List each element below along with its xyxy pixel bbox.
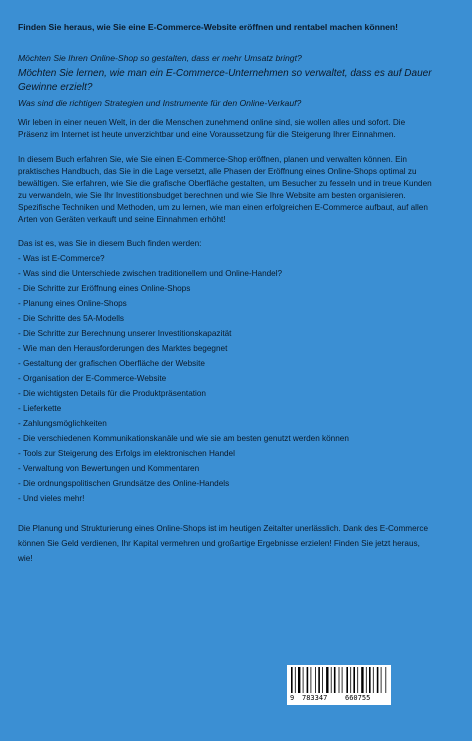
question-2: Möchten Sie lernen, wie man ein E-Commerce-Unternehmen so verwaltet, dass es auf Dauer Gewinne erzielt? xyxy=(18,68,432,93)
barcode-bar xyxy=(291,667,293,693)
isbn-barcode xyxy=(287,665,391,705)
barcode-number xyxy=(287,693,391,703)
barcode-bar xyxy=(326,667,328,693)
barcode-bar xyxy=(318,667,320,693)
barcode-bar xyxy=(298,667,300,693)
list-item: - Was sind die Unterschiede zwischen traditionellem und Online-Handel? xyxy=(18,269,283,278)
list-item: - Lieferkette xyxy=(18,404,62,413)
barcode-bar xyxy=(339,667,340,693)
barcode-bar xyxy=(322,667,323,693)
barcode-bar xyxy=(346,667,348,693)
barcode-bar xyxy=(350,667,351,693)
list-item: - Was ist E-Commerce? xyxy=(18,254,105,263)
list-item: - Wie man den Herausforderungen des Marktes begegnet xyxy=(18,344,228,353)
contents-list xyxy=(18,253,349,508)
list-item: - Organisation der E-Commerce-Website xyxy=(18,374,167,383)
barcode-bars xyxy=(290,667,388,693)
blurb-title: Finden Sie heraus, wie Sie eine E-Commerce-Website eröffnen und rentabel machen können! xyxy=(18,22,398,32)
barcode-bar xyxy=(334,667,336,693)
barcode-bar xyxy=(342,667,343,693)
list-item: - Zahlungsmöglichkeiten xyxy=(18,419,107,428)
barcode-bar xyxy=(311,667,312,693)
list-item: - Und vieles mehr! xyxy=(18,494,85,503)
barcode-bar xyxy=(377,667,379,693)
barcode-bar xyxy=(331,667,332,693)
barcode-bar xyxy=(315,667,316,693)
list-item: - Die verschiedenen Kommunikationskanäle und wie sie am besten genutzt werden können xyxy=(18,434,349,443)
barcode-bar xyxy=(295,667,296,693)
barcode-bar xyxy=(303,667,304,693)
list-item: - Gestaltung der grafischen Oberfläche der Website xyxy=(18,359,205,368)
barcode-bar xyxy=(366,667,367,693)
question-1: Möchten Sie Ihren Online-Shop so gestalten, dass er mehr Umsatz bringt? xyxy=(18,53,302,63)
barcode-digits-left: 783347 xyxy=(302,694,328,702)
barcode-bar xyxy=(357,667,358,693)
list-item: - Tools zur Steigerung des Erfolgs im elektronischen Handel xyxy=(18,449,235,458)
list-item: - Planung eines Online-Shops xyxy=(18,299,127,308)
list-item: - Die wichtigsten Details für die Produktpräsentation xyxy=(18,389,206,398)
list-item: - Verwaltung von Bewertungen und Kommentaren xyxy=(18,464,200,473)
description-paragraph: In diesem Buch erfahren Sie, wie Sie einen E-Commerce-Shop eröffnen, planen und verwalten können. Ein praktisches Handbuch, das Sie in die Lage versetzt, alle Phasen der Eröffnung eines Online-Shops optimal zu bewältigen. Sie erfahren, wie Sie die grafische Oberfläche gestalten, um Besucher zu fesseln und in treue Kunden zu verwandeln, wie Sie Ihr Investitionsbudget berechnen und wie Sie Ihre Website am besten organisieren. Spezifische Techniken und Methoden, um zu lernen, wie man einen erfolgreichen E-Commerce aufbaut, auf allen Arten von Geräten verkauft und seine Einnahmen erhöht! xyxy=(18,155,432,225)
barcode-bar xyxy=(385,667,386,693)
question-3: Was sind die richtigen Strategien und Instrumente für den Online-Verkauf? xyxy=(18,98,302,108)
barcode-bar xyxy=(307,667,309,693)
barcode-bar xyxy=(381,667,382,693)
list-item: - Die ordnungspolitischen Grundsätze des Online-Handels xyxy=(18,479,230,488)
question-block xyxy=(18,52,438,109)
list-item: - Die Schritte des 5A-Modells xyxy=(18,314,125,323)
list-item: - Die Schritte zur Eröffnung eines Online-Shops xyxy=(18,284,191,293)
barcode-bar xyxy=(353,667,355,693)
list-item: - Die Schritte zur Berechnung unserer Investitionskapazität xyxy=(18,329,232,338)
barcode-bar xyxy=(369,667,371,693)
list-intro: Das ist es, was Sie in diesem Buch finden werden: xyxy=(18,239,202,248)
barcode-bar xyxy=(373,667,374,693)
intro-paragraph: Wir leben in einer neuen Welt, in der die Menschen zunehmend online sind, sie wollen alles und sofort. Die Präsenz im Internet ist heute unverzichtbar und eine Voraussetzung für die Steigerung Ihrer Einnahmen. xyxy=(18,118,406,140)
barcode-digits-right: 660755 xyxy=(345,694,371,702)
barcode-bar xyxy=(361,667,363,693)
closing-paragraph: Die Planung und Strukturierung eines Online-Shops ist im heutigen Zeitalter unerlässlich. Dank des E-Commerce können Sie Geld verdienen, Ihr Kapital vermehren und großartige Ergebnisse erzielen! Finden Sie jetzt heraus, wie! xyxy=(18,524,429,563)
barcode-digit-prefix: 9 xyxy=(290,694,295,702)
